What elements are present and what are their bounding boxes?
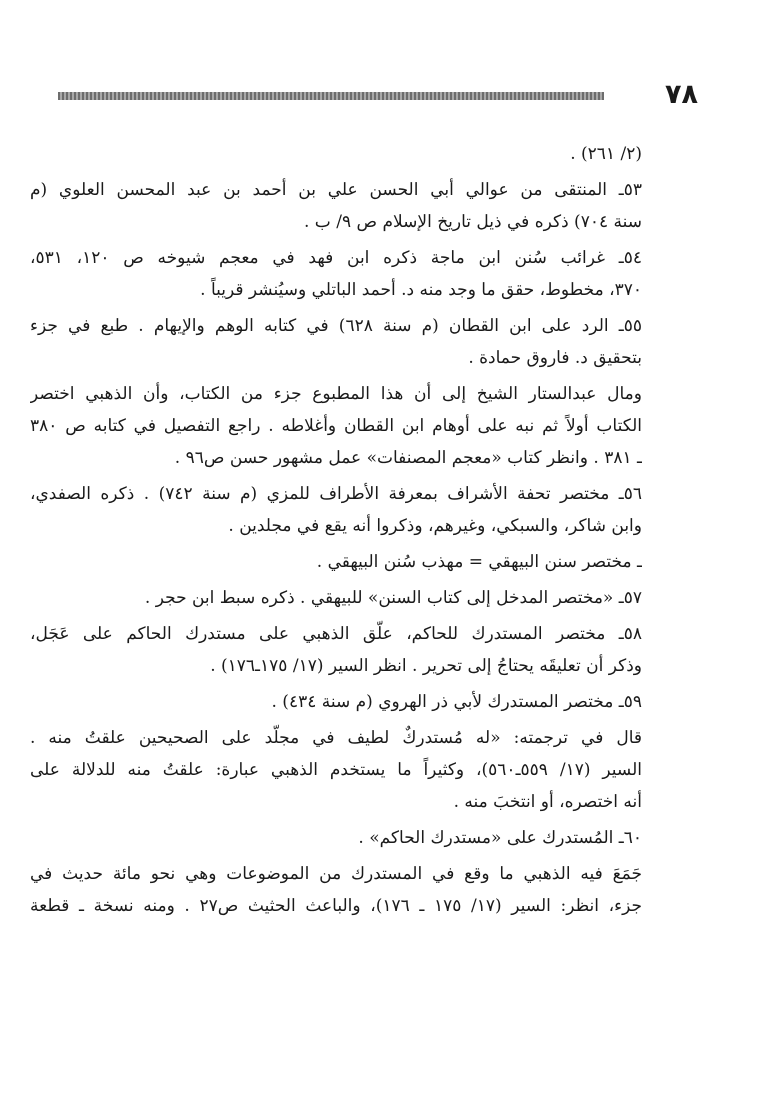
page-number: ٧٨ [665, 79, 698, 110]
text-line: الكتاب أولاً ثم نبه على أوهام ابن القطان وأغلاطه . راجع التفصيل في كتابه ص ٣٨٠ [30, 416, 642, 436]
text-line: ٥٩ـ مختصر المستدرك لأبي ذر الهروي (م سنة ٤٣٤) . [271, 692, 642, 712]
text-line: ٥٧ـ «مختصر المدخل إلى كتاب السنن» للبيهقي . ذكره سبط ابن حجر . [144, 588, 642, 608]
paragraph-entry-60-desc [30, 858, 642, 922]
paragraph-entry-57 [30, 582, 642, 614]
text-line: سنة ٧٠٤) ذكره في ذيل تاريخ الإسلام ص ٩/ ب . [304, 212, 642, 232]
paragraph-bayhaqi-cross-ref [30, 546, 642, 578]
text-line: أنه اختصره، أو انتخبَ منه . [453, 792, 642, 812]
text-line: ـ ٣٨١ . وانظر كتاب «معجم المصنفات» عمل مشهور حسن ص٩٦ . [174, 448, 642, 468]
text-line: ٥٥ـ الرد على ابن القطان (م سنة ٦٢٨) في كتابه الوهم والإيهام . طبع في جزء [30, 316, 642, 336]
text-line: جزء، انظر: السير (١٧/ ١٧٥ ـ ١٧٦)، والباعث الحثيث ص٢٧ . ومنه نسخة ـ قطعة [30, 896, 642, 916]
text-line: السير (١٧/ ٥٥٩ـ٥٦٠)، وكثيراً ما يستخدم الذهبي عبارة: علقتُ منه للدلالة على [30, 760, 642, 780]
header-rule [58, 92, 604, 100]
paragraph-entry-54 [30, 242, 642, 306]
text-line: قال في ترجمته: «له مُستدركٌ لطيف في مجلّد على الصحيحين علقتُ منه . [30, 728, 642, 748]
text-line: ـ مختصر سنن البيهقي = مهذب سُنن البيهقي . [316, 552, 642, 572]
paragraph-entry-53 [30, 174, 642, 238]
text-line: ٥٤ـ غرائب سُنن ابن ماجة ذكره ابن فهد في معجم شيوخه ص ١٢٠، ٥٣١، [30, 248, 642, 268]
paragraph-entry-59 [30, 686, 642, 718]
text-line: بتحقيق د. فاروق حمادة . [468, 348, 642, 368]
paragraph-entry-60 [30, 822, 642, 854]
paragraph-entry-55 [30, 310, 642, 374]
page-header [58, 79, 698, 112]
text-line: وذكر أن تعليقَه يحتاجُ إلى تحرير . انظر السير (١٧/ ١٧٥ـ١٧٦) . [210, 656, 642, 676]
paragraph-note-abdulsattar [30, 378, 642, 474]
paragraph-entry-56 [30, 478, 642, 542]
text-line: ٦٠ـ المُستدرك على «مستدرك الحاكم» . [358, 828, 642, 848]
text-line: ٥٦ـ مختصر تحفة الأشراف بمعرفة الأطراف للمزي (م سنة ٧٤٢) . ذكره الصفدي، [30, 484, 642, 504]
text-line: ٥٣ـ المنتقى من عوالي أبي الحسن علي بن أحمد بن عبد المحسن العلوي (م [30, 180, 642, 200]
paragraph-quote-tarjama [30, 722, 642, 818]
paragraph-entry-58 [30, 618, 642, 682]
text-line: وابن شاكر، والسبكي، وغيرهم، وذكروا أنه يقع في مجلدين . [228, 516, 642, 536]
text-line: ٥٨ـ مختصر المستدرك للحاكم، علّق الذهبي على مستدرك الحاكم على عَجَل، [30, 624, 642, 644]
page-body [30, 138, 642, 926]
text-line: ومال عبدالستار الشيخ إلى أن هذا المطبوع جزء من الكتاب، وأن الذهبي اختصر [30, 384, 642, 404]
text-line: (٢/ ٢٦١) . [570, 144, 642, 164]
text-line: جَمَعَ فيه الذهبي ما وقع في المستدرك من الموضوعات وهي نحو مائة حديث في [30, 864, 642, 884]
text-line: ٣٧٠، مخطوط، حقق ما وجد منه د. أحمد الباتلي وسيُنشر قريباً . [200, 280, 642, 300]
paragraph-citation [30, 138, 642, 170]
